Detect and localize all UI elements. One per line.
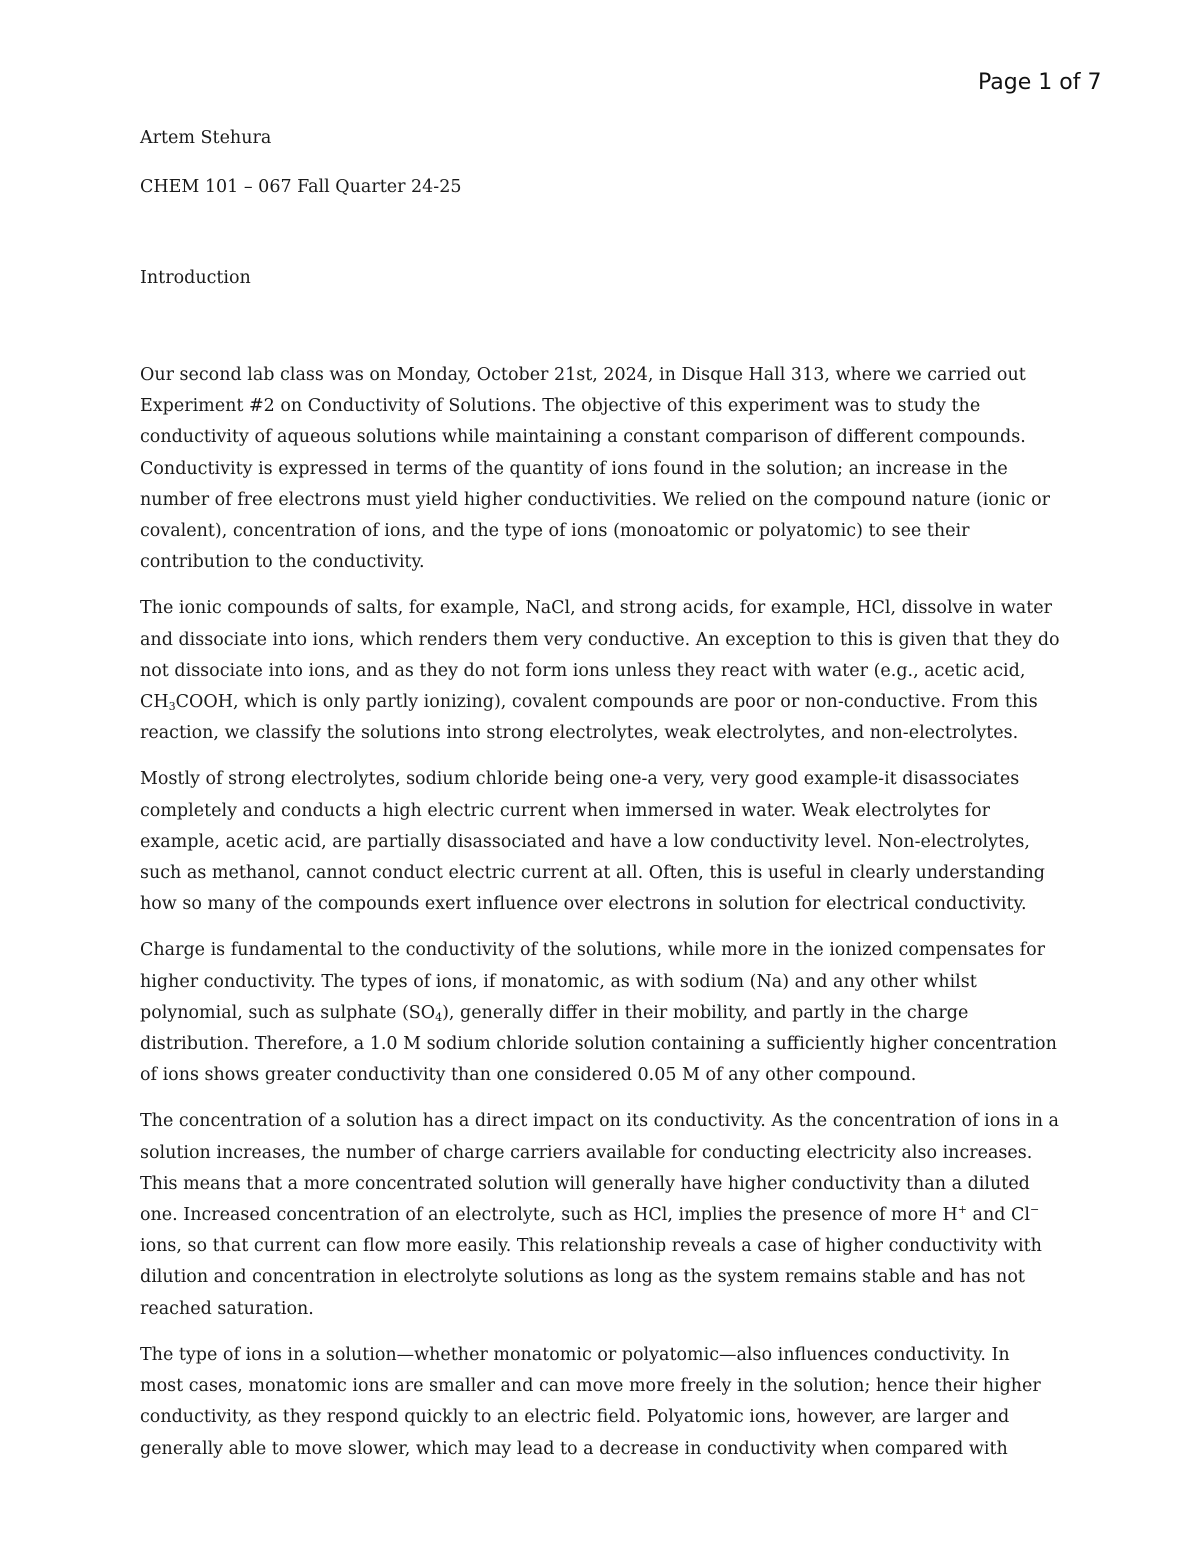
text-line: reaction, we classify the solutions into strong electrolytes, weak electrolytes, and non-electrolytes. — [140, 723, 1019, 744]
text-line: The concentration of a solution has a direct impact on its conductivity. As the concentration of ions in a — [140, 1111, 1059, 1132]
text-line: of ions shows greater conductivity than one considered 0.05 M of any other compound. — [140, 1065, 917, 1086]
text-line: contribution to the conductivity. — [140, 552, 425, 573]
superscript-plus: + — [957, 1203, 967, 1217]
text-line: and dissociate into ions, which renders them very conductive. An exception to this is given that they do — [140, 629, 1060, 650]
text-line: distribution. Therefore, a 1.0 M sodium chloride solution containing a sufficiently higher concentration — [140, 1034, 1057, 1055]
text-line: solution increases, the number of charge carriers available for conducting electricity also increases. — [140, 1142, 1033, 1163]
superscript-minus: − — [1029, 1203, 1040, 1217]
text-line: conductivity, as they respond quickly to an electric field. Polyatomic ions, however, are larger and — [140, 1407, 1010, 1428]
text-line: Mostly of strong electrolytes, sodium chloride being one-a very, very good example-it disassociates — [140, 769, 1020, 790]
text-line: most cases, monatomic ions are smaller and can move more freely in the solution; hence their higher — [140, 1376, 1041, 1397]
text-line — [140, 1200, 1125, 1231]
text-line: ions, so that current can flow more easily. This relationship reveals a case of higher conductivity with — [140, 1236, 1042, 1257]
text-line: The ionic compounds of salts, for example, NaCl, and strong acids, for example, HCl, dissolve in water — [140, 598, 1052, 619]
author-name: Artem Stehura — [140, 128, 272, 148]
formula-rest: COOH, which is only partly ionizing), covalent compounds are poor or non-conductive. From this — [175, 692, 1038, 713]
section-title: Introduction — [140, 268, 251, 288]
text-line: conductivity of aqueous solutions while maintaining a constant comparison of different compounds. — [140, 427, 1026, 448]
text-line: dilution and concentration in electrolyte solutions as long as the system remains stable and has not — [140, 1267, 1025, 1288]
subscript-3: 3 — [168, 700, 176, 714]
text-line: reached saturation. — [140, 1298, 314, 1319]
text-line: number of free electrons must yield higher conductivities. We relied on the compound nature (ionic or — [140, 489, 1050, 510]
text-line — [140, 687, 1125, 718]
text-line: Our second lab class was on Monday, October 21st, 2024, in Disque Hall 313, where we carried out — [140, 365, 1026, 385]
text-line: Conductivity is expressed in terms of the quantity of ions found in the solution; an increase in the — [140, 458, 1008, 479]
subscript-4: 4 — [435, 1010, 443, 1024]
text-line: completely and conducts a high electric current when immersed in water. Weak electrolytes for — [140, 800, 991, 821]
text-line: such as methanol, cannot conduct electric current at all. Often, this is useful in clearly understanding — [140, 863, 1045, 884]
page-number: Page 1 of 7 — [978, 70, 1102, 95]
text-line: The type of ions in a solution—whether monatomic or polyatomic—also influences conductivity. In — [140, 1344, 1010, 1365]
text-after-sulphate: ), generally differ in their mobility, and partly in the charge — [442, 1002, 969, 1023]
text-line: generally able to move slower, which may lead to a decrease in conductivity when compared with — [140, 1438, 1008, 1459]
text-line: not dissociate into ions, and as they do not form ions unless they react with water (e.g., acetic acid, — [140, 660, 1026, 681]
text-line: Experiment #2 on Conductivity of Solutions. The objective of this experiment was to study the — [140, 396, 981, 417]
text-before-sulphate: polynomial, such as sulphate (SO — [140, 1002, 436, 1023]
text-line: Charge is fundamental to the conductivity of the solutions, while more in the ionized compensates for — [140, 940, 1046, 961]
formula-ch: CH — [140, 692, 169, 713]
paragraph-2 — [140, 593, 1125, 749]
text-line: example, acetic acid, are partially disassociated and have a low conductivity level. Non-electrolytes, — [140, 831, 1030, 852]
paragraph-5 — [140, 1106, 1125, 1324]
text-before-cl: and Cl — [966, 1205, 1030, 1226]
paragraph-4 — [140, 935, 1125, 1091]
text-line: covalent), concentration of ions, and the type of ions (monoatomic or polyatomic) to see their — [140, 521, 970, 542]
text-before-h: one. Increased concentration of an electrolyte, such as HCl, implies the presence of more H — [140, 1205, 958, 1226]
paragraph-1 — [140, 360, 1125, 578]
text-line: higher conductivity. The types of ions, if monatomic, as with sodium (Na) and any other whilst — [140, 971, 977, 992]
text-line: This means that a more concentrated solution will generally have higher conductivity than a diluted — [140, 1173, 1030, 1194]
text-line — [140, 998, 1125, 1029]
course-line: CHEM 101 – 067 Fall Quarter 24-25 — [140, 177, 462, 197]
paragraph-6 — [140, 1340, 1125, 1465]
document-body — [140, 360, 1125, 1480]
text-line: how so many of the compounds exert influence over electrons in solution for electrical conductivity. — [140, 894, 1027, 915]
paragraph-3 — [140, 764, 1125, 920]
